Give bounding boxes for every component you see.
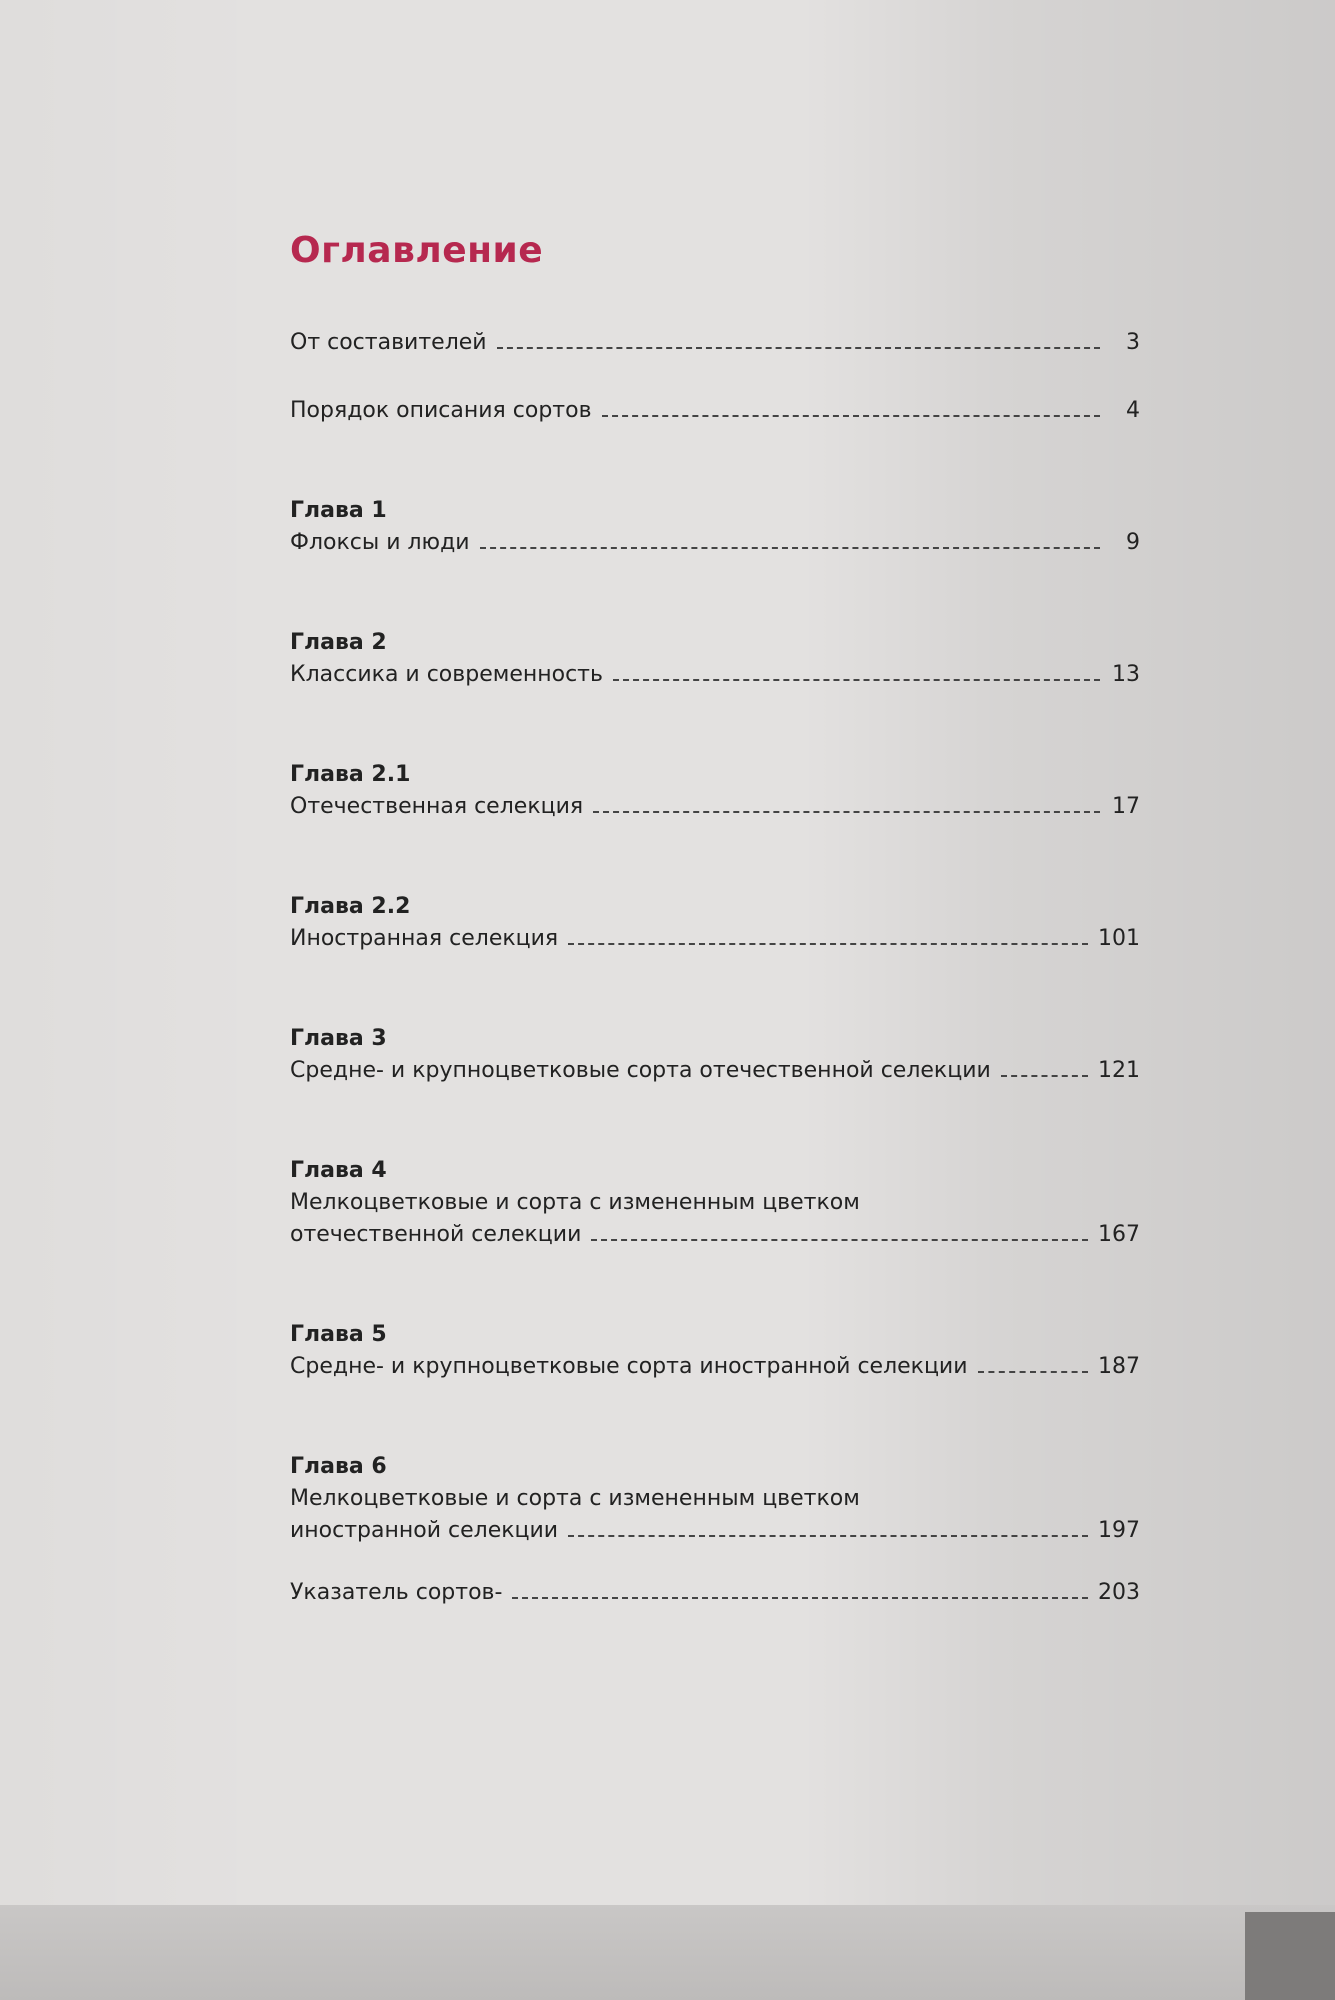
chapter-label: Глава 6 (290, 1454, 387, 1479)
dot-leader (591, 1239, 1088, 1241)
background-surface (0, 1905, 1335, 2000)
toc-entry-title: От составителей (290, 330, 487, 355)
toc-entry-title: Отечественная селекция (290, 794, 584, 819)
toc-entry-chapter-2-1 (290, 759, 1140, 823)
dot-leader (568, 943, 1088, 945)
toc-entry-variety-index (290, 1577, 1140, 1609)
toc-line (290, 1515, 1140, 1547)
toc-line (290, 1577, 1140, 1609)
chapter-label: Глава 1 (290, 498, 387, 523)
dot-leader (480, 547, 1100, 549)
toc-line (290, 1351, 1140, 1383)
toc-entry-chapter-1 (290, 495, 1140, 559)
toc-line (290, 1055, 1140, 1087)
toc-page-number: 167 (1098, 1222, 1140, 1247)
toc-entry-title: Классика и современность (290, 662, 603, 687)
toc-page-number: 197 (1098, 1518, 1140, 1543)
dot-leader (512, 1597, 1088, 1599)
toc-entry-title-line-1: Мелкоцветковые и сорта с измененным цветком (290, 1190, 860, 1215)
chapter-label: Глава 2.1 (290, 762, 411, 787)
chapter-label: Глава 3 (290, 1026, 387, 1051)
toc-entry-chapter-5 (290, 1319, 1140, 1383)
dot-leader (978, 1371, 1088, 1373)
dot-leader (568, 1535, 1088, 1537)
dot-leader (602, 415, 1100, 417)
toc-page-number: 187 (1098, 1354, 1140, 1379)
toc-entry-title: Средне- и крупноцветковые сорта отечественной селекции (290, 1058, 991, 1083)
toc-entry-title: Средне- и крупноцветковые сорта иностранной селекции (290, 1354, 968, 1379)
toc-entry-title: Флоксы и люди (290, 530, 470, 555)
toc-page-number: 121 (1098, 1058, 1140, 1083)
toc-line (290, 1219, 1140, 1251)
toc-page-number: 4 (1126, 398, 1140, 423)
toc-page-number: 3 (1126, 330, 1140, 355)
toc-entry-from-compilers (290, 327, 1140, 359)
toc-page-number: 203 (1098, 1580, 1140, 1605)
toc-entry-title: Порядок описания сортов (290, 398, 592, 423)
chapter-label: Глава 5 (290, 1322, 387, 1347)
dot-leader (593, 811, 1100, 813)
toc-entry-chapter-4 (290, 1155, 1140, 1251)
toc-entry-title: иностранной селекции (290, 1518, 559, 1543)
chapter-label: Глава 4 (290, 1158, 387, 1183)
page-title: Оглавление (290, 230, 544, 271)
toc-page-number: 9 (1126, 530, 1140, 555)
toc-entry-chapter-6 (290, 1451, 1140, 1547)
dot-leader (1001, 1075, 1088, 1077)
toc-entry-chapter-2 (290, 627, 1140, 691)
background-object (1245, 1912, 1335, 2000)
toc-page-number: 17 (1112, 794, 1140, 819)
toc-entry-chapter-2-2 (290, 891, 1140, 955)
toc-line (290, 923, 1140, 955)
toc-entry-chapter-3 (290, 1023, 1140, 1087)
toc-page-number: 101 (1098, 926, 1140, 951)
toc-line (290, 659, 1140, 691)
toc-page-number: 13 (1112, 662, 1140, 687)
dot-leader (613, 679, 1100, 681)
chapter-label: Глава 2.2 (290, 894, 411, 919)
table-of-contents (290, 230, 1140, 1609)
toc-entry-description-order (290, 395, 1140, 427)
toc-entry-title-line-1: Мелкоцветковые и сорта с измененным цветком (290, 1486, 860, 1511)
toc-entry-title: Иностранная селекция (290, 926, 559, 951)
toc-entry-title: Указатель сортов- (290, 1580, 503, 1605)
toc-line (290, 327, 1140, 359)
toc-line (290, 791, 1140, 823)
dot-leader (497, 347, 1100, 349)
toc-line (290, 395, 1140, 427)
toc-entry-title: отечественной селекции (290, 1222, 582, 1247)
chapter-label: Глава 2 (290, 630, 387, 655)
toc-line (290, 527, 1140, 559)
